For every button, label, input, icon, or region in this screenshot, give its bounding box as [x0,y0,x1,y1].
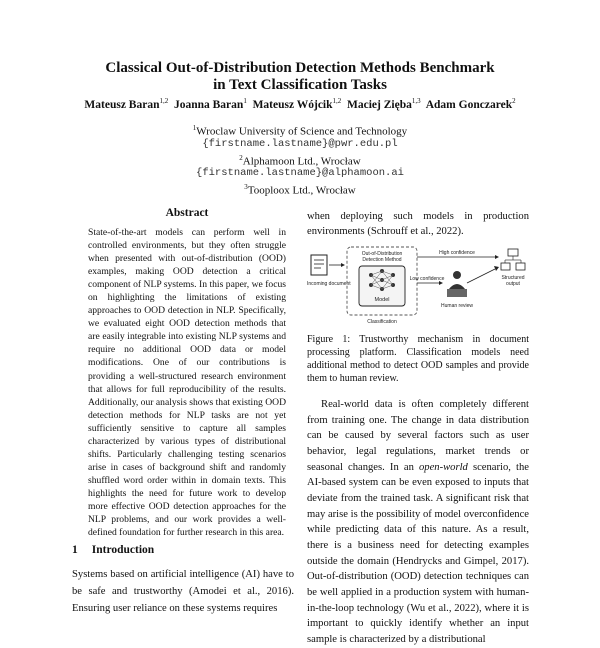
affiliation-1: $^1$Wroclaw University of Science and Technology [192,124,408,138]
introduction-text: Systems based on artificial intelligence (AI) have to be safe and trustworthy (Amodei et al., 2016). Ensuring user reliance on these systems requires [72,569,294,614]
method-label-1: Out-of-Distribution [361,251,403,257]
model-label: Model [374,297,390,303]
classification-label: Classification [367,319,397,325]
author: Mateusz Wójcik$^{1,2}$ [252,97,342,111]
structured-label-1: Structured [501,275,525,281]
title-line-2: in Text Classification Tasks [213,77,387,93]
paper-title [0,60,600,94]
section-heading-introduction: 1 Introduction [72,544,155,556]
affiliation-3: $^3$Tooploox Ltd., Wrocław [244,183,356,197]
method-label-2: Detection Method [362,257,402,263]
paragraph: Real-world data is often completely different from training one. The change in data distribution can be caused by several factors such as user behavior, legal regulations, market trends or seasonal changes. In an open-world scenario, the AI-based system can be even exposed to inputs that deviate from the trained task. A significant risk that may arise is the possibility of model overconfidence while predicting data of this nature. As a result, there is a business need for detecting examples outside the domain (Hendrycks and Gimpel, 2017). Out-of-distribution (OOD) detection techniques can be well applied in a production system with human-in-the-loop technology (Wu et al., 2022), where it is important to quickly identify whether an input sample is characterized by a distributional [307,399,529,645]
figure-1-caption: Figure 1: Trustworthy mechanism in document processing platform. Classification models need additional method to detect OOD samples and provide them to human review. [307,334,529,384]
incoming-document-icon [311,255,327,275]
structured-output-icon [501,249,525,270]
incoming-label: Incoming document [307,281,351,287]
author: Joanna Baran$^1$ [173,97,247,111]
structured-label-2: output [506,281,520,287]
abstract-text: State-of-the-art models can perform well in controlled environments, but they often struggle when presented with out-of-distribution (OOD) examples, making OOD detection a critical component of NLP systems. In this paper, we focus on highlighting the limitations of existing approaches to OOD detection in NLP. Specifically, we evaluated eight OOD detection methods that are easily integrable into existing NLP systems and require no additional OOD data or model modifications. One of our contributions is providing a well-structured research environment that allows for full reproducibility of the results. Additionally, our analysis shows that existing OOD detection methods for NLP tasks are not yet sufficiently sensitive to capture all samples characterized by various types of distributional shifts. Particularly challenging testing scenarios arise in cases of background shift and randomly shuffled word order within in domain texts. This highlights the need for future work to develop more effective OOD detection approaches for the NLP problems, and our work provides a well-defined foundation for further research in this area. [88,227,286,539]
right-column-body [307,397,529,648]
author-list [0,97,600,111]
affiliation-2: $^2$Alphamoon Ltd., Wrocław [239,154,361,168]
figure-1-diagram [307,245,529,325]
human-review-label: Human review [441,303,473,309]
affiliation-1-email: {firstname.lastname}@pwr.edu.pl [202,138,398,150]
right-column-top-text: when deploying such models in production environments (Schrouff et al., 2022). [307,211,529,237]
human-reviewer-icon [447,271,467,297]
low-confidence-label: Low confidence [409,276,445,282]
author: Maciej Zięba$^{1,3}$ [347,97,421,111]
author: Mateusz Baran$^{1,2}$ [84,97,169,111]
high-confidence-label: High confidence [439,250,475,256]
title-line-1: Classical Out-of-Distribution Detection Methods Benchmark [105,60,495,76]
author: Adam Gonczarek$^2$ [425,97,516,111]
abstract-heading: Abstract [165,207,209,219]
affiliation-2-email: {firstname.lastname}@alphamoon.ai [196,167,404,179]
